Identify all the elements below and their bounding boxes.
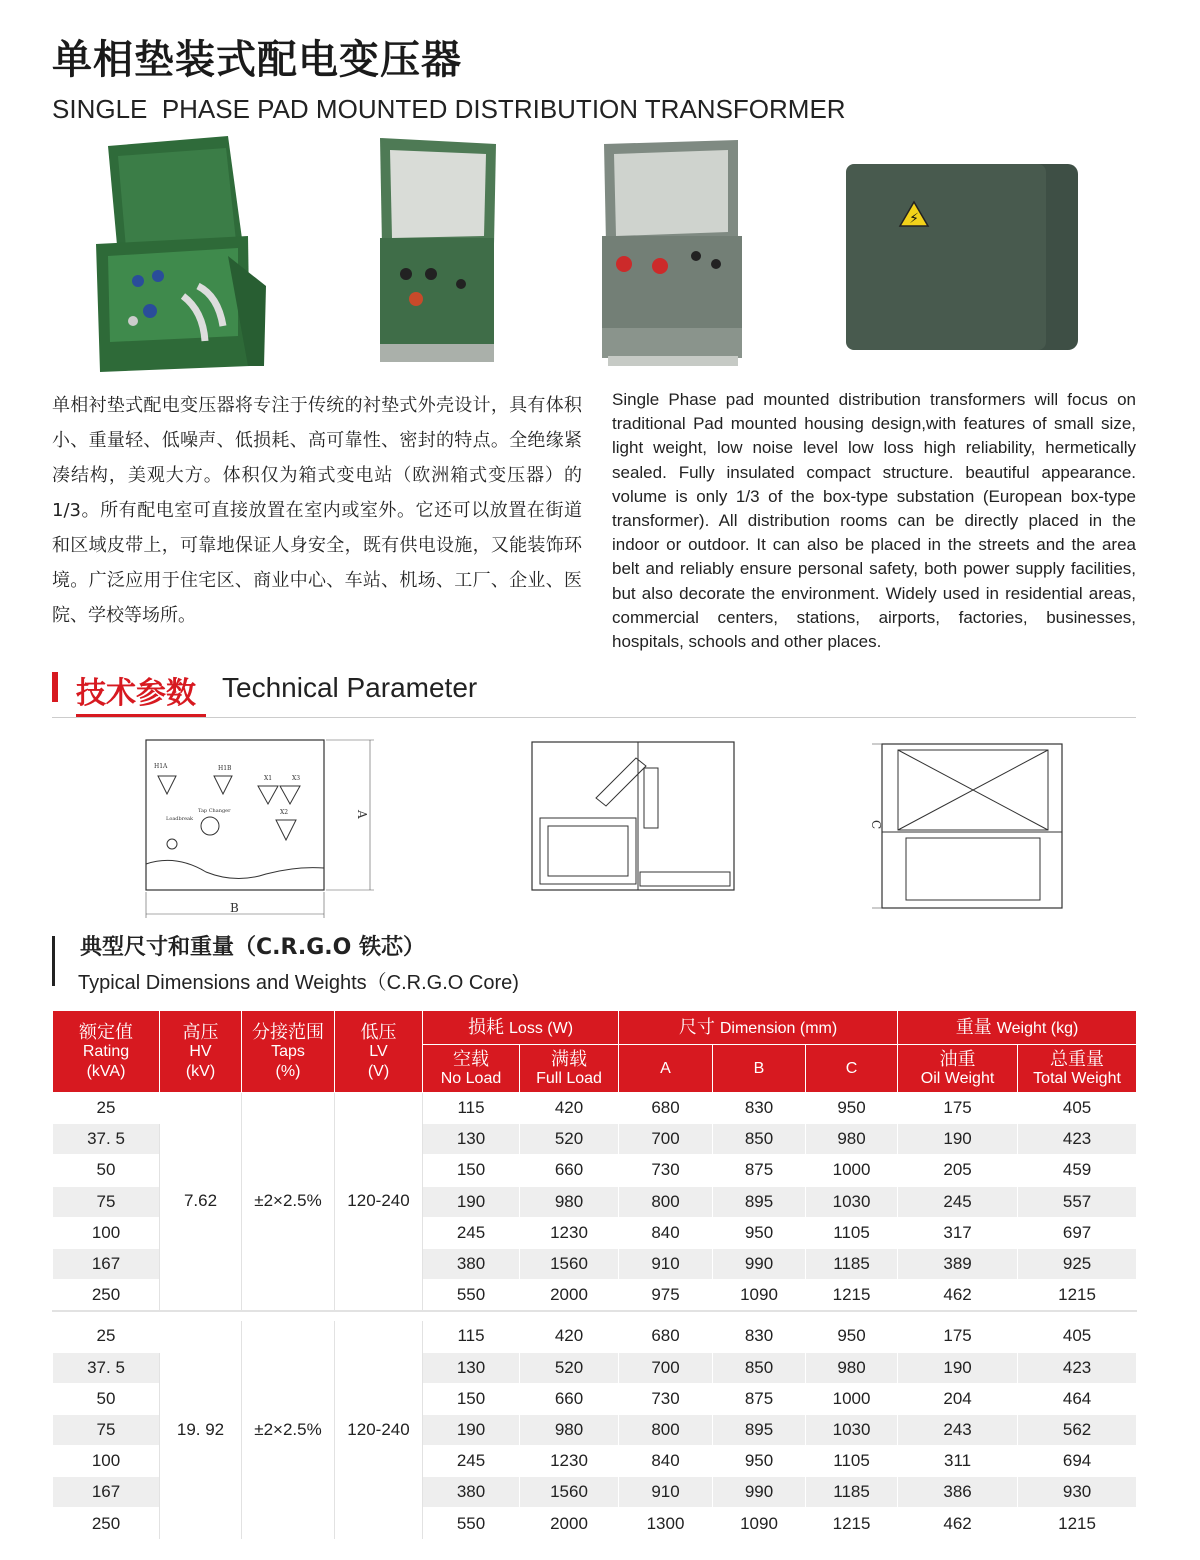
cell-no-load: 190 xyxy=(423,1414,520,1445)
cell-full-load: 520 xyxy=(520,1124,619,1155)
cell-oil-weight: 175 xyxy=(898,1321,1018,1352)
cell-taps: ±2×2.5% xyxy=(242,1093,335,1311)
cell-a: 730 xyxy=(619,1155,713,1186)
spec-table xyxy=(52,1010,1137,1540)
cell-b: 1090 xyxy=(713,1508,806,1539)
cell-no-load: 130 xyxy=(423,1352,520,1383)
cell-total-weight: 423 xyxy=(1018,1352,1137,1383)
cell-no-load: 550 xyxy=(423,1508,520,1539)
cell-b: 895 xyxy=(713,1186,806,1217)
label-loadbreak: Loadbreak xyxy=(166,816,194,822)
cell-rating: 25 xyxy=(53,1321,160,1352)
cell-total-weight: 1215 xyxy=(1018,1508,1137,1539)
cell-a: 680 xyxy=(619,1093,713,1124)
cell-total-weight: 925 xyxy=(1018,1248,1137,1279)
header-a: A xyxy=(619,1045,713,1093)
cell-a: 975 xyxy=(619,1280,713,1311)
cell-lv: 120-240 xyxy=(335,1321,423,1539)
cell-total-weight: 405 xyxy=(1018,1093,1137,1124)
cell-b: 875 xyxy=(713,1383,806,1414)
cell-full-load: 1560 xyxy=(520,1248,619,1279)
cell-full-load: 1560 xyxy=(520,1477,619,1508)
cell-a: 840 xyxy=(619,1217,713,1248)
cell-rating: 37. 5 xyxy=(53,1124,160,1155)
description-cn: 单相衬垫式配电变压器将专注于传统的衬垫式外壳设计，具有体积小、重量轻、低噪声、低损耗、高可靠性、密封的特点。全绝缘紧凑结构，美观大方。体积仅为箱式变电站（欧洲箱式变压器）的 1/3。所有配电室可直接放置在室内或室外。它还可以放置在街道和区域皮带上，可靠地保证人身安全，既有供电设施，又能装饰环境。广泛应用于住宅区、商业中心、车站、机场、工厂、企业、医院、学校等场所。 xyxy=(52,395,582,626)
header-dimension: 尺寸 Dimension (mm) xyxy=(619,1011,898,1045)
cell-no-load: 245 xyxy=(423,1217,520,1248)
cell-b: 830 xyxy=(713,1093,806,1124)
cell-full-load: 980 xyxy=(520,1414,619,1445)
cell-total-weight: 464 xyxy=(1018,1383,1137,1414)
cell-taps: ±2×2.5% xyxy=(242,1321,335,1539)
page-title-en: SINGLE PHASE PAD MOUNTED DISTRIBUTION TRANSFORMER xyxy=(52,94,846,124)
header-b: B xyxy=(713,1045,806,1093)
section-underline xyxy=(76,714,206,717)
cell-no-load: 380 xyxy=(423,1248,520,1279)
drawing-side-view xyxy=(526,738,740,896)
cell-full-load: 980 xyxy=(520,1186,619,1217)
cell-oil-weight: 462 xyxy=(898,1280,1018,1311)
cell-rating: 250 xyxy=(53,1280,160,1311)
cell-total-weight: 1215 xyxy=(1018,1280,1137,1311)
product-photo-open-lid-controls xyxy=(598,136,746,370)
cell-no-load: 550 xyxy=(423,1280,520,1311)
cell-full-load: 420 xyxy=(520,1093,619,1124)
cell-a: 910 xyxy=(619,1248,713,1279)
cell-full-load: 1230 xyxy=(520,1217,619,1248)
page-title-cn: 单相垫装式配电变压器 xyxy=(52,37,462,83)
cell-rating: 25 xyxy=(53,1093,160,1124)
cell-a: 800 xyxy=(619,1414,713,1445)
cell-rating: 50 xyxy=(53,1383,160,1414)
header-lv: 低压 LV (V) xyxy=(335,1011,423,1093)
header-total-weight: 总重量 Total Weight xyxy=(1018,1045,1137,1093)
cell-total-weight: 557 xyxy=(1018,1186,1137,1217)
cell-oil-weight: 190 xyxy=(898,1124,1018,1155)
label-x3: X3 xyxy=(292,775,301,782)
cell-total-weight: 930 xyxy=(1018,1477,1137,1508)
header-weight: 重量 Weight (kg) xyxy=(898,1011,1137,1045)
section-title-cn: 技术参数 xyxy=(76,676,196,711)
cell-oil-weight: 205 xyxy=(898,1155,1018,1186)
dimension-label-a: A xyxy=(355,810,369,819)
cell-c: 980 xyxy=(806,1352,898,1383)
cell-a: 1300 xyxy=(619,1508,713,1539)
cell-full-load: 420 xyxy=(520,1321,619,1352)
cell-no-load: 150 xyxy=(423,1383,520,1414)
cell-c: 1185 xyxy=(806,1477,898,1508)
product-photo-closed-cabinet xyxy=(842,160,1088,356)
cell-a: 840 xyxy=(619,1446,713,1477)
cell-no-load: 245 xyxy=(423,1446,520,1477)
dimension-label-b: B xyxy=(230,901,239,915)
cell-b: 875 xyxy=(713,1155,806,1186)
cell-full-load: 660 xyxy=(520,1155,619,1186)
group-separator xyxy=(53,1311,1137,1321)
cell-full-load: 2000 xyxy=(520,1280,619,1311)
group-separator-cell xyxy=(53,1311,1137,1321)
header-oil-weight: 油重 Oil Weight xyxy=(898,1045,1018,1093)
cell-oil-weight: 311 xyxy=(898,1446,1018,1477)
cell-a: 730 xyxy=(619,1383,713,1414)
description-en: Single Phase pad mounted distribution transformers will focus on traditional Pad mounted housing design,with features of small size, light weight, low noise level low loss high reliability, hermetically sealed. Fully insulated compact structure. beautiful appearance. volume is only 1/3 of the box-type substation (European box-type transformer). All distribution rooms can be directly placed in the indoor or outdoor. It can also be placed in the streets and the area belt and reliably ensure personal safety, both power supply facilities, but also decorate the environment. Widely used in residential areas, commercial centers, stations, airports, factories, businesses, hospitals, schools and other places. xyxy=(612,390,1136,652)
cell-b: 850 xyxy=(713,1352,806,1383)
cell-no-load: 130 xyxy=(423,1124,520,1155)
header-c: C xyxy=(806,1045,898,1093)
cell-total-weight: 694 xyxy=(1018,1446,1137,1477)
table-row xyxy=(53,1093,1137,1124)
subsection-title-en: Typical Dimensions and Weights（C.R.G.O Core) xyxy=(78,972,519,994)
cell-full-load: 2000 xyxy=(520,1508,619,1539)
cell-oil-weight: 175 xyxy=(898,1093,1018,1124)
cell-total-weight: 459 xyxy=(1018,1155,1137,1186)
cell-c: 1185 xyxy=(806,1248,898,1279)
cell-oil-weight: 243 xyxy=(898,1414,1018,1445)
cell-rating: 167 xyxy=(53,1477,160,1508)
cell-a: 700 xyxy=(619,1352,713,1383)
cell-a: 800 xyxy=(619,1186,713,1217)
cell-no-load: 115 xyxy=(423,1093,520,1124)
cell-no-load: 380 xyxy=(423,1477,520,1508)
cell-oil-weight: 204 xyxy=(898,1383,1018,1414)
cell-c: 1215 xyxy=(806,1280,898,1311)
section-accent-bar xyxy=(52,672,58,702)
subsection-accent-bar xyxy=(52,936,55,986)
cell-a: 700 xyxy=(619,1124,713,1155)
section-header-technical-parameter xyxy=(52,668,1136,718)
label-x1: X1 xyxy=(264,775,273,782)
product-photo-open-lid-angle xyxy=(78,136,268,374)
cell-full-load: 660 xyxy=(520,1383,619,1414)
svg-text:⚡: ⚡ xyxy=(909,211,919,227)
cell-oil-weight: 389 xyxy=(898,1248,1018,1279)
cell-b: 990 xyxy=(713,1477,806,1508)
cell-rating: 75 xyxy=(53,1414,160,1445)
header-hv: 高压 HV (kV) xyxy=(160,1011,242,1093)
drawing-top-view xyxy=(868,740,1072,912)
cell-oil-weight: 245 xyxy=(898,1186,1018,1217)
cell-rating: 50 xyxy=(53,1155,160,1186)
header-rating: 额定值 Rating (kVA) xyxy=(53,1011,160,1093)
cell-a: 680 xyxy=(619,1321,713,1352)
cell-rating: 167 xyxy=(53,1248,160,1279)
table-row xyxy=(53,1321,1137,1352)
cell-c: 1105 xyxy=(806,1217,898,1248)
cell-no-load: 115 xyxy=(423,1321,520,1352)
cell-c: 1030 xyxy=(806,1186,898,1217)
header-taps: 分接范围 Taps (%) xyxy=(242,1011,335,1093)
header-full-load: 满载 Full Load xyxy=(520,1045,619,1093)
cell-rating: 100 xyxy=(53,1217,160,1248)
dimension-label-c: C xyxy=(869,820,883,830)
cell-b: 895 xyxy=(713,1414,806,1445)
cell-total-weight: 562 xyxy=(1018,1414,1137,1445)
header-no-load: 空载 No Load xyxy=(423,1045,520,1093)
subsection-title-cn: 典型尺寸和重量（C.R.G.O 铁芯） xyxy=(80,935,425,960)
cell-rating: 37. 5 xyxy=(53,1352,160,1383)
cell-oil-weight: 190 xyxy=(898,1352,1018,1383)
cell-c: 950 xyxy=(806,1321,898,1352)
cell-rating: 250 xyxy=(53,1508,160,1539)
cell-b: 950 xyxy=(713,1446,806,1477)
cell-full-load: 520 xyxy=(520,1352,619,1383)
label-x2: X2 xyxy=(280,809,289,816)
cell-b: 850 xyxy=(713,1124,806,1155)
cell-c: 1215 xyxy=(806,1508,898,1539)
cell-hv: 19. 92 xyxy=(160,1321,242,1539)
cell-b: 1090 xyxy=(713,1280,806,1311)
cell-c: 980 xyxy=(806,1124,898,1155)
drawing-front-view xyxy=(130,734,380,920)
cell-rating: 75 xyxy=(53,1186,160,1217)
cell-lv: 120-240 xyxy=(335,1093,423,1311)
section-title-en: Technical Parameter xyxy=(222,672,478,703)
cell-oil-weight: 386 xyxy=(898,1477,1018,1508)
header-loss: 损耗 Loss (W) xyxy=(423,1011,619,1045)
cell-c: 1000 xyxy=(806,1383,898,1414)
cell-hv: 7.62 xyxy=(160,1093,242,1311)
cell-no-load: 150 xyxy=(423,1155,520,1186)
cell-total-weight: 697 xyxy=(1018,1217,1137,1248)
label-tap-changer: Tap Changer xyxy=(198,808,231,814)
cell-b: 990 xyxy=(713,1248,806,1279)
cell-rating: 100 xyxy=(53,1446,160,1477)
cell-a: 910 xyxy=(619,1477,713,1508)
label-h1b: H1B xyxy=(218,765,232,772)
cell-b: 830 xyxy=(713,1321,806,1352)
cell-oil-weight: 317 xyxy=(898,1217,1018,1248)
cell-b: 950 xyxy=(713,1217,806,1248)
cell-full-load: 1230 xyxy=(520,1446,619,1477)
label-h1a: H1A xyxy=(154,763,168,770)
cell-c: 1105 xyxy=(806,1446,898,1477)
cell-total-weight: 423 xyxy=(1018,1124,1137,1155)
cell-c: 950 xyxy=(806,1093,898,1124)
cell-oil-weight: 462 xyxy=(898,1508,1018,1539)
cell-total-weight: 405 xyxy=(1018,1321,1137,1352)
cell-c: 1000 xyxy=(806,1155,898,1186)
cell-no-load: 190 xyxy=(423,1186,520,1217)
product-photo-open-lid-front xyxy=(376,134,500,366)
cell-c: 1030 xyxy=(806,1414,898,1445)
